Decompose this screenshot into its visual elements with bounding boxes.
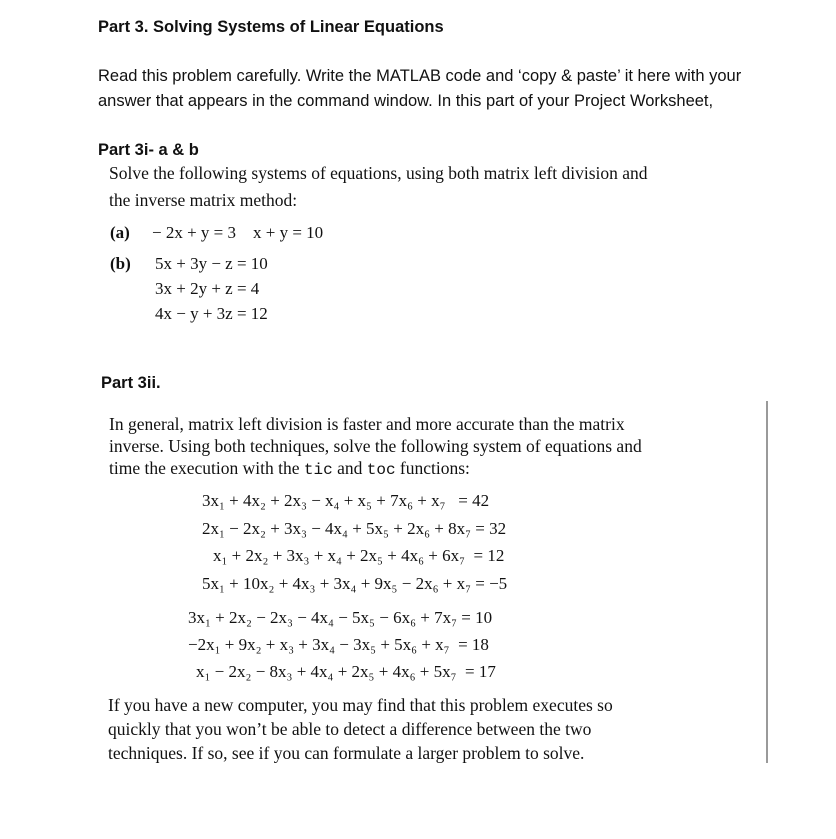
toc-function: toc xyxy=(366,461,396,479)
system-equation-2: 2x₁ − 2x₂ + 3x₃ − 4x₄ + 5x₅ + 2x₆ + 8x₇ = 32 xyxy=(202,519,507,538)
system-equation-1: 3x₁ + 4x₂ + 2x₃ − x₄ + x₅ + 7x₆ + x₇ = 42 xyxy=(202,491,490,510)
part-ab-text-2: the inverse matrix method: xyxy=(109,190,298,210)
problem-b-equation-2: 3x + 2y + z = 4 xyxy=(155,279,260,298)
margin-rule xyxy=(766,401,768,763)
problem-a-label: (a) xyxy=(110,223,130,242)
system-equation-3: x₁ + 2x₂ + 3x₃ + x₄ + 2x₅ + 4x₆ + 6x₇ = 12 xyxy=(213,546,505,565)
text-3-pre: time the execution with the xyxy=(109,458,304,478)
system-equation-4: 5x₁ + 10x₂ + 4x₃ + 3x₄ + 9x₅ − 2x₆ + x₇ = −5 xyxy=(202,574,508,593)
closing-line-1: If you have a new computer, you may find that this problem executes so xyxy=(108,695,613,715)
intro-line-2: answer that appears in the command window. In this part of your Project Worksheet, xyxy=(98,92,714,110)
section-heading-3i: Part 3i- a & b xyxy=(98,141,199,159)
tic-function: tic xyxy=(303,461,333,479)
problem-b-label: (b) xyxy=(110,254,131,273)
problem-b-equation-3: 4x − y + 3z = 12 xyxy=(155,304,268,323)
system-equation-7: x₁ − 2x₂ − 8x₃ + 4x₄ + 2x₅ + 4x₆ + 5x₇ = 17 xyxy=(196,662,496,681)
system-equation-5: 3x₁ + 2x₂ − 2x₃ − 4x₄ − 5x₅ − 6x₆ + 7x₇ = 10 xyxy=(188,608,493,627)
text-3-post: functions: xyxy=(395,458,470,478)
part-3ii-text-1: In general, matrix left division is faster and more accurate than the matrix xyxy=(109,414,625,434)
problem-a-equation: − 2x + y = 3 x + y = 10 xyxy=(152,223,324,242)
closing-line-2: quickly that you won’t be able to detect a difference between the two xyxy=(108,719,592,739)
text-3-and: and xyxy=(332,458,367,478)
part-3ii-text-2: inverse. Using both techniques, solve the following system of equations and xyxy=(109,436,642,456)
part-3ii-text-3 xyxy=(109,455,470,483)
system-equation-6: −2x₁ + 9x₂ + x₃ + 3x₄ − 3x₅ + 5x₆ + x₇ = 18 xyxy=(188,635,489,654)
intro-line-1: Read this problem carefully. Write the MATLAB code and ‘copy & paste’ it here with your xyxy=(98,67,742,85)
problem-b-equation-1: 5x + 3y − z = 10 xyxy=(155,254,268,273)
closing-line-3: techniques. If so, see if you can formulate a larger problem to solve. xyxy=(108,743,585,763)
section-heading-3ii: Part 3ii. xyxy=(101,374,161,392)
part-ab-text-1: Solve the following systems of equations, using both matrix left division and xyxy=(109,163,648,183)
page-title: Part 3. Solving Systems of Linear Equations xyxy=(98,18,444,36)
